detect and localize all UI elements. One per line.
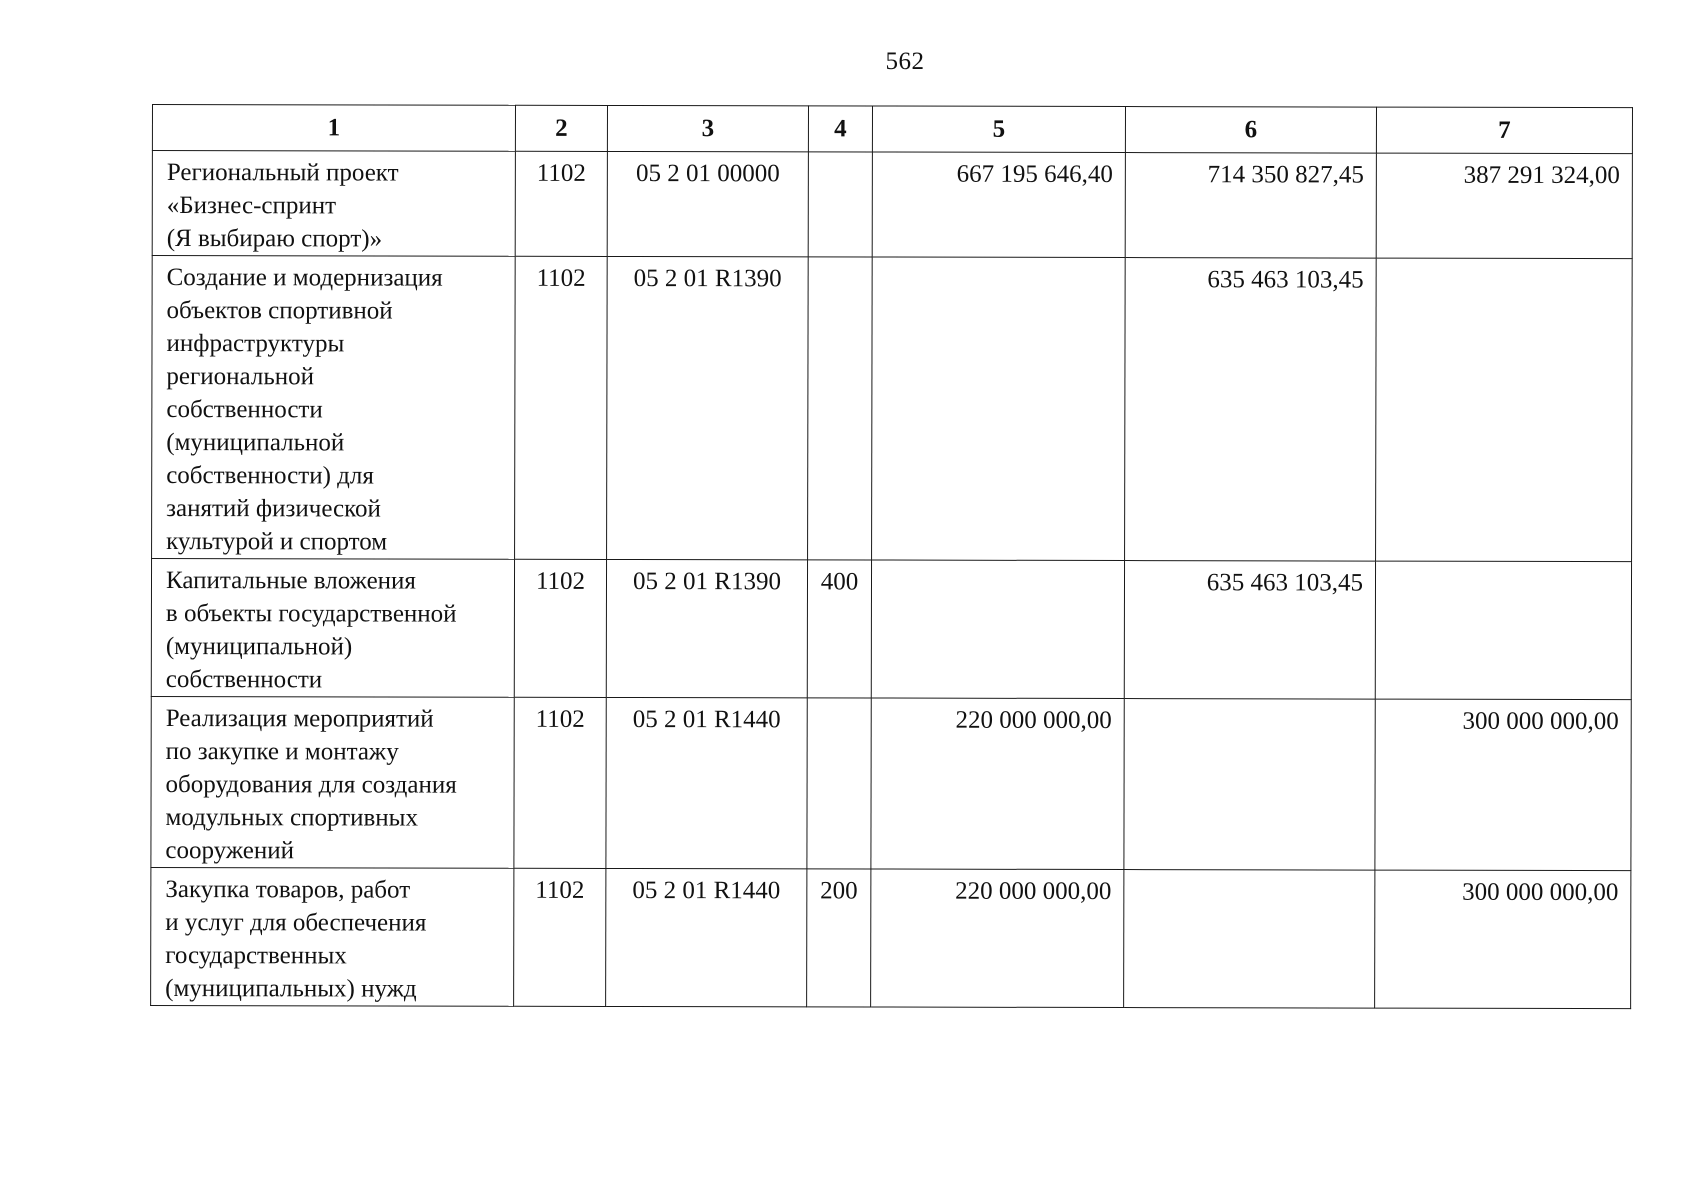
table-row <box>151 559 1631 700</box>
row-name-line: Капитальные вложения <box>165 567 416 595</box>
budget-table <box>150 104 1633 1009</box>
expense-type-cell <box>808 152 872 257</box>
row-name-cell <box>152 151 515 257</box>
amount-cell-7 <box>1376 258 1633 562</box>
target-code-cell: 05 2 01 R1390 <box>606 559 807 697</box>
row-name-line: в объекты государственной <box>165 600 457 628</box>
column-header: 5 <box>872 106 1125 153</box>
row-name-line: модульных спортивных <box>165 804 419 832</box>
target-code-cell: 05 2 01 00000 <box>607 151 808 256</box>
column-header: 2 <box>515 105 607 151</box>
row-name-line: собственности <box>166 396 323 424</box>
row-name-cell <box>151 696 514 868</box>
amount-cell-5: 220 000 000,00 <box>871 869 1124 1008</box>
expense-type-cell: 200 <box>807 869 871 1007</box>
row-name-line: региональной <box>166 363 315 391</box>
row-name-line: собственности) для <box>166 462 374 490</box>
amount-cell-6: 635 463 103,45 <box>1125 258 1377 562</box>
row-name-line: объектов спортивной <box>166 297 393 325</box>
expense-type-cell: 400 <box>807 560 871 698</box>
amount-cell-5: 220 000 000,00 <box>871 698 1124 870</box>
amount-cell-6: 635 463 103,45 <box>1124 561 1375 700</box>
amount-cell-6 <box>1124 699 1375 871</box>
row-name-line: сооружений <box>165 837 295 865</box>
table-row <box>151 696 1631 870</box>
amount-cell-7: 387 291 324,00 <box>1376 153 1632 259</box>
row-name-line: и услуг для обеспечения <box>165 909 427 937</box>
section-code-cell: 1102 <box>514 559 606 697</box>
row-name-line: инфраструктуры <box>166 330 345 358</box>
column-header: 1 <box>152 105 515 152</box>
row-name-line: (Я выбираю спорт)» <box>166 225 383 253</box>
row-name-line: оборудования для создания <box>165 771 457 799</box>
page-number: 562 <box>885 48 925 75</box>
row-name-line: (муниципальной) <box>165 633 353 661</box>
expense-type-cell <box>807 698 871 869</box>
row-name-line: Создание и модернизация <box>166 264 443 292</box>
amount-cell-6: 714 350 827,45 <box>1125 153 1376 259</box>
column-header: 4 <box>808 106 872 152</box>
row-name-line: «Бизнес-спринт <box>166 192 337 220</box>
column-header: 6 <box>1125 107 1376 154</box>
amount-cell-5 <box>872 257 1126 561</box>
row-name-cell <box>152 256 516 560</box>
row-name-cell <box>151 559 514 698</box>
row-name-cell <box>151 867 514 1006</box>
row-name-line: государственных <box>165 942 347 970</box>
amount-cell-6 <box>1124 870 1375 1009</box>
amount-cell-5: 667 195 646,40 <box>872 152 1125 258</box>
row-name-line: собственности <box>165 666 323 694</box>
row-name-line: (муниципальной <box>166 429 345 457</box>
table-header-row <box>152 105 1632 154</box>
column-header: 7 <box>1376 107 1632 154</box>
amount-cell-7: 300 000 000,00 <box>1375 870 1631 1009</box>
column-header: 3 <box>607 105 808 151</box>
table-row <box>152 151 1632 259</box>
expense-type-cell <box>808 257 873 560</box>
amount-cell-7 <box>1375 561 1631 700</box>
row-name-line: Региональный проект <box>166 159 399 187</box>
table-row <box>152 256 1633 562</box>
section-code-cell: 1102 <box>515 256 608 559</box>
row-name-line: занятий физической <box>166 495 381 523</box>
target-code-cell: 05 2 01 R1390 <box>607 256 809 559</box>
target-code-cell: 05 2 01 R1440 <box>606 868 807 1006</box>
row-name-line: по закупке и монтажу <box>165 738 399 766</box>
table-row <box>151 867 1631 1008</box>
row-name-line: (муниципальных) нужд <box>165 975 417 1003</box>
target-code-cell: 05 2 01 R1440 <box>606 697 807 868</box>
section-code-cell: 1102 <box>514 868 606 1006</box>
row-name-line: культурой и спортом <box>166 528 388 556</box>
row-name-line: Закупка товаров, работ <box>165 876 411 904</box>
row-name-line: Реализация мероприятий <box>165 705 434 733</box>
section-code-cell: 1102 <box>515 151 607 256</box>
amount-cell-7: 300 000 000,00 <box>1375 699 1631 871</box>
amount-cell-5 <box>871 560 1124 699</box>
section-code-cell: 1102 <box>514 697 606 868</box>
